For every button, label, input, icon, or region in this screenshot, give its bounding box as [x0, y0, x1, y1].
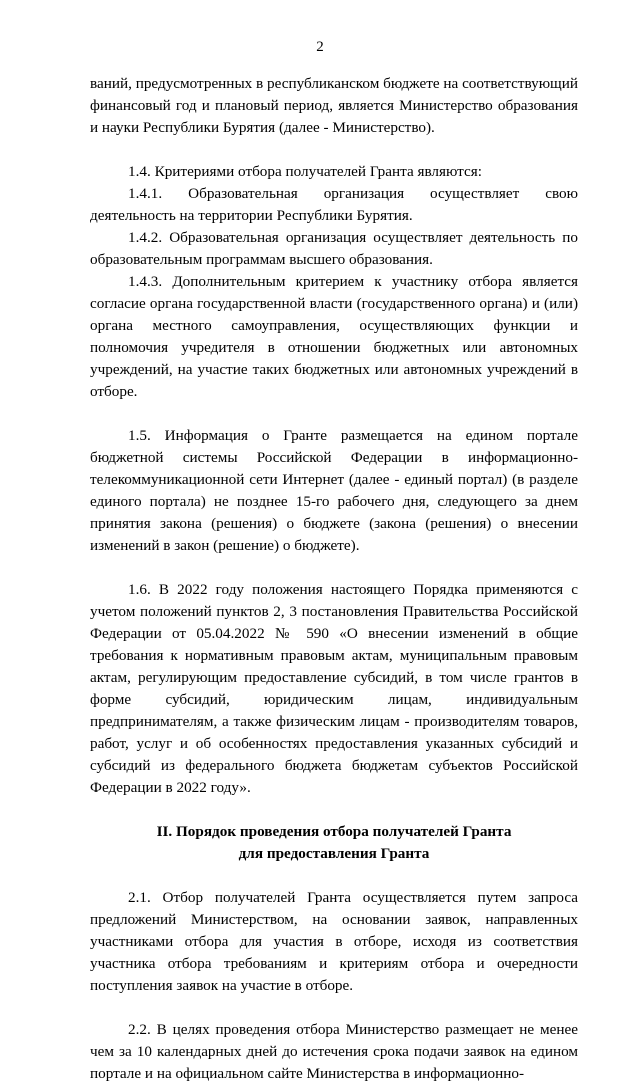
paragraph-1-6: 1.6. В 2022 году положения настоящего Порядка применяются с учетом положений пунктов 2, 3 постановления Правительства Российской Федерации от 05.04.2022 № 590 «О внесении изменений в общие требования к нормативным правовым актам, муниципальным правовым актам, регулирующим предоставление субсидий, в том числе грантов в форме субсидий, юридическим лицам, индивидуальным предпринимателям, а также физическим лицам - производителям товаров, работ, услуг и об особенностях предоставления указанных субсидий и субсидий из федерального бюджета бюджетам субъектов Российской Федерации в 2022 году». — [90, 581, 578, 796]
paragraph-gap — [90, 557, 578, 579]
paragraph-1-4-2: 1.4.2. Образовательная организация осуществляет деятельность по образовательным программам высшего образования. — [90, 229, 578, 268]
paragraph-gap — [90, 865, 578, 887]
paragraph-1-4-3: 1.4.3. Дополнительным критерием к участнику отбора является согласие органа государственной власти (государственного органа) и (или) органа местного самоуправления, осуществляющих функции и полномочия учредителя в отношении бюджетных или автономных учреждений, на участие таких бюджетных или автономных учреждений в отборе. — [90, 273, 578, 400]
document-body — [90, 73, 578, 1085]
paragraph-2-2: 2.2. В целях проведения отбора Министерство размещает не менее чем за 10 календарных дней до истечения срока подачи заявок на едином портале и на официальном сайте Министерства в информационно- — [90, 1021, 578, 1082]
paragraph-gap — [90, 403, 578, 425]
paragraph-continuation: ваний, предусмотренных в республиканском бюджете на соответствующий финансовый год и плановый период, является Министерство образования и науки Республики Бурятия (далее - Министерство). — [90, 75, 578, 136]
paragraph-gap — [90, 139, 578, 161]
section-heading-line-1: II. Порядок проведения отбора получателей Гранта — [156, 823, 512, 840]
paragraph-1-4: 1.4. Критериями отбора получателей Гранта являются: — [128, 163, 482, 180]
paragraph-2-1: 2.1. Отбор получателей Гранта осуществляется путем запроса предложений Министерством, на основании заявок, направленных участниками отбора для участия в отборе, исходя из соответствия участника отбора требованиям и критериям отбора и очередности поступления заявок на участие в отборе. — [90, 889, 578, 994]
paragraph-gap — [90, 997, 578, 1019]
paragraph-1-4-1: 1.4.1. Образовательная организация осуществляет свою деятельность на территории Республики Бурятия. — [90, 185, 578, 224]
section-heading-line-2: для предоставления Гранта — [238, 845, 430, 862]
paragraph-1-5: 1.5. Информация о Гранте размещается на едином портале бюджетной системы Российской Федерации в информационно-телекоммуникационной сети Интернет (далее - единый портал) (в разделе единого портала) не позднее 15-го рабочего дня, следующего за днем принятия закона (решения) о бюджете (закона (решения) о внесении изменений в закон (решение) о бюджете). — [90, 427, 578, 554]
page-number: 2 — [316, 39, 324, 55]
paragraph-gap — [90, 799, 578, 821]
